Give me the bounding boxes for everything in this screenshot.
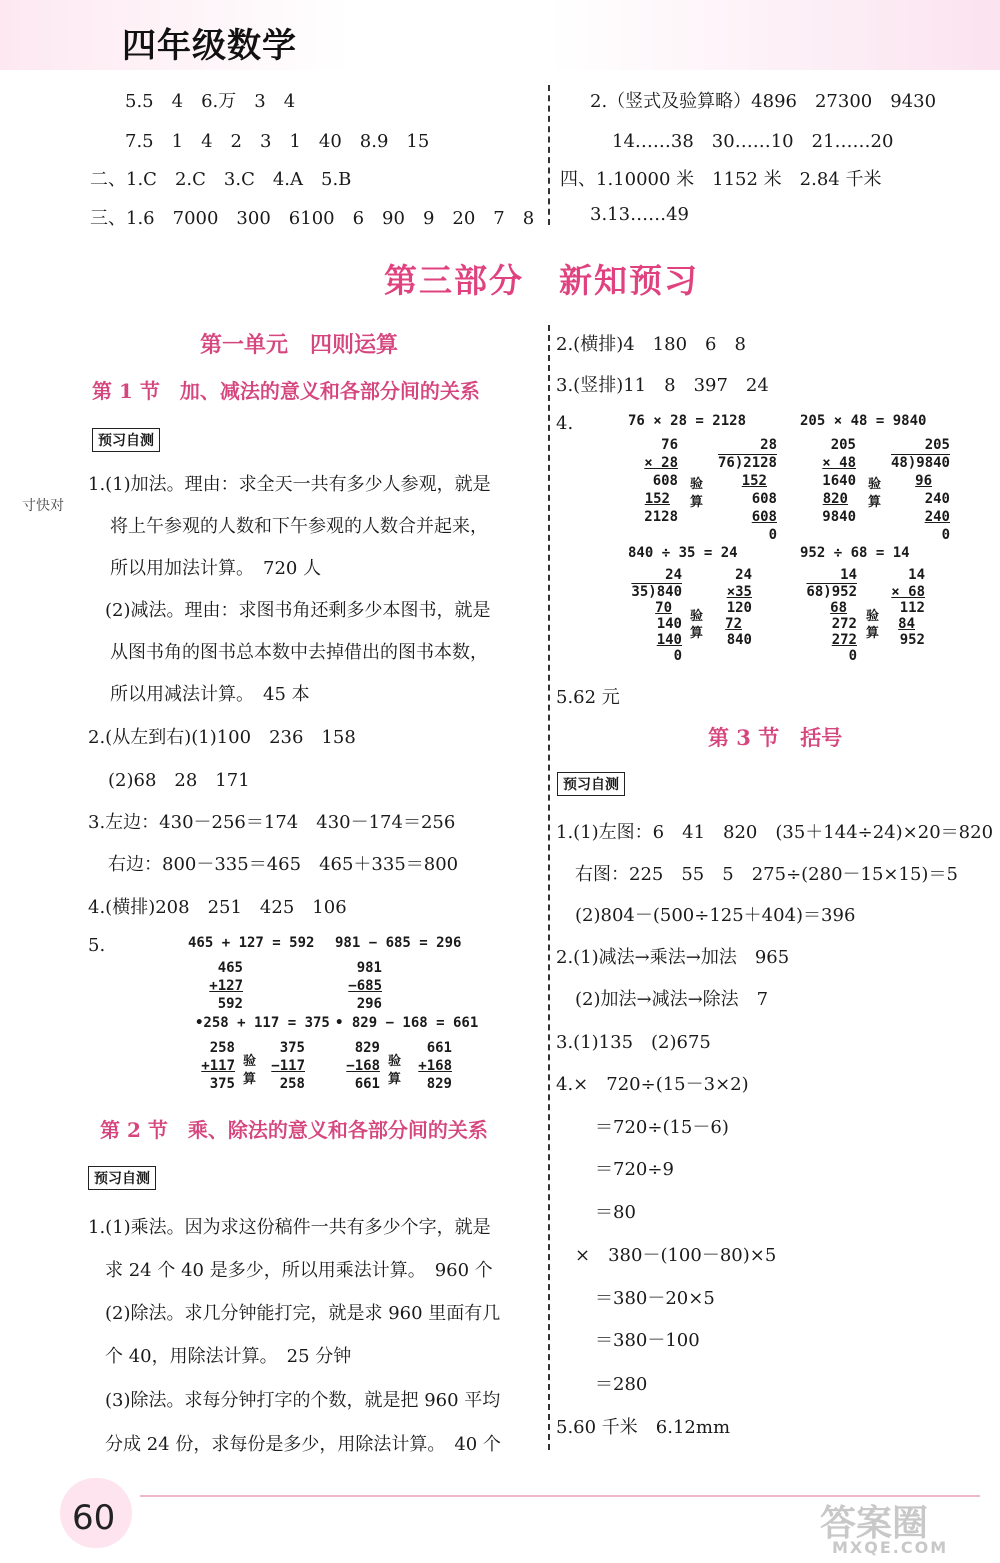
part-title: 第三部分 新知预习	[384, 261, 699, 300]
d4-q: 14	[840, 567, 857, 583]
left-line-10: 右边：800－335＝465 465＋335＝800	[108, 854, 459, 875]
d2-s2: 240	[924, 491, 950, 507]
d4-s1: 68	[830, 600, 847, 616]
check-3-result: 258	[279, 1076, 305, 1092]
right-line-15: 5.60 千米 6.12mm	[556, 1417, 731, 1438]
main-column-divider	[548, 325, 550, 1450]
rcheck-suan-3: 算	[690, 626, 704, 641]
rcalc-eq-2: 205 × 48 = 9840	[800, 413, 927, 429]
m3-p1: 120	[726, 600, 752, 616]
left-line-11: 4.(横排)208 251 425 106	[88, 897, 347, 918]
d4-s3: 272	[831, 632, 857, 648]
section-1-title: 第 1 节 加、减法的意义和各部分间的关系	[92, 379, 480, 403]
d2-div: 48)9840	[890, 455, 950, 471]
watermark-url: MXQE.COM	[832, 1538, 949, 1557]
d3-div: 35)840	[631, 584, 682, 600]
calc-3-result: 375	[209, 1076, 235, 1092]
self-test-tag-3: 预习自测	[557, 772, 625, 796]
calc-2-top: 981	[356, 960, 382, 976]
section-2-title: 第 2 节 乘、除法的意义和各部分间的关系	[100, 1118, 488, 1142]
m1-a: 76	[661, 437, 678, 453]
check-label-yan: 验	[243, 1054, 257, 1069]
rcheck-yan-2: 验	[868, 477, 882, 492]
left-line-12: 5.	[88, 935, 106, 956]
m2-p1: 1640	[822, 473, 856, 489]
check-label-suan-2: 算	[388, 1072, 402, 1087]
check-4-result: 829	[426, 1076, 452, 1092]
left-line-4: (2)减法。理由：求图书角还剩多少本图书，就是	[105, 600, 491, 621]
left-line-6: 所以用减法计算。 45 本	[110, 684, 310, 705]
top-left-line-2: 7.5 1 4 2 3 1 40 8.9 15	[125, 131, 430, 152]
right-line-2: 右图：225 55 5 275÷(280－15×15)＝5	[575, 864, 958, 885]
margin-note: 寸快对	[22, 498, 64, 514]
d1-div: 76)2128	[717, 455, 777, 471]
rcheck-suan-4: 算	[866, 626, 880, 641]
sec2-line-1: 1.(1)乘法。因为求这份稿件一共有多少个字，就是	[88, 1217, 491, 1238]
calc-1-op: +127	[209, 978, 243, 994]
m4-op: × 68	[891, 584, 925, 600]
top-left-line-1: 5.5 4 6.万 3 4	[125, 91, 296, 112]
page-header-title: 四年级数学	[122, 26, 297, 66]
right-line-3: (2)804－(500÷125＋404)＝396	[575, 905, 856, 926]
d2-s1: 96	[915, 473, 932, 489]
left-line-7: 2.(从左到右)(1)100 236 158	[88, 727, 356, 748]
right-line-1: 1.(1)左图：6 41 820 (35＋144÷24)×20＝820	[556, 822, 994, 843]
top-left-line-3: 二、1.C 2.C 3.C 4.A 5.B	[90, 169, 352, 190]
d2-s3: 240	[924, 509, 950, 525]
m1-p1: 608	[652, 473, 678, 489]
d4-div: 68)952	[806, 584, 857, 600]
top-right-line-4: 3.13……49	[590, 204, 689, 225]
d2-q: 205	[924, 437, 950, 453]
m4-p2: 84	[898, 616, 915, 632]
top-right-line-1: 2.（竖式及验算略）4896 27300 9430	[590, 91, 937, 112]
m4-result: 952	[899, 632, 925, 648]
d1-s3: 608	[751, 509, 777, 525]
m1-p2: 152	[644, 491, 670, 507]
calc-eq-4: • 829 − 168 = 661	[335, 1015, 479, 1031]
m1-op: × 28	[644, 455, 678, 471]
check-3-op: −117	[271, 1058, 305, 1074]
m2-op: × 48	[822, 455, 856, 471]
right-top-line-2: 3.(竖排)11 8 397 24	[556, 375, 769, 396]
calc-3-top: 258	[209, 1040, 235, 1056]
right-line-5: (2)加法→减法→除法 7	[575, 989, 769, 1010]
rcheck-suan-1: 算	[690, 495, 704, 510]
top-right-line-2: 14……38 30……10 21……20	[612, 131, 894, 152]
self-test-tag-1: 预习自测	[92, 428, 160, 452]
section-3-title: 第 3 节 括号	[708, 725, 843, 750]
top-right-line-3: 四、1.10000 米 1152 米 2.84 千米	[560, 169, 882, 190]
page-number: 60	[72, 1498, 116, 1538]
calc-1-top: 465	[217, 960, 243, 976]
m2-p2: 820	[822, 491, 848, 507]
m3-a: 24	[735, 567, 752, 583]
sec2-line-5: (3)除法。求每分钟打字的个数，就是把 960 平均	[105, 1390, 501, 1411]
calc-2-op: −685	[348, 978, 382, 994]
sec2-line-4: 个 40，用除法计算。 25 分钟	[105, 1346, 352, 1367]
check-4-top: 661	[426, 1040, 452, 1056]
rcheck-yan-3: 验	[690, 609, 704, 624]
left-line-1: 1.(1)加法。理由：求全天一共有多少人参观，就是	[88, 474, 491, 495]
d3-s3: 140	[656, 632, 682, 648]
m4-a: 14	[908, 567, 925, 583]
check-4-op: +168	[418, 1058, 452, 1074]
right-line-9: ＝720÷9	[595, 1159, 674, 1180]
d4-s2: 272	[831, 616, 857, 632]
left-line-5: 从图书角的图书总本数中去掉借出的图书本数，	[110, 642, 488, 663]
calc-4-op: −168	[346, 1058, 380, 1074]
d4-rem: 0	[848, 648, 857, 664]
d3-rem: 0	[673, 648, 682, 664]
d1-q: 28	[760, 437, 777, 453]
top-column-divider	[548, 85, 550, 225]
right-line-8: ＝720÷(15－6)	[595, 1117, 729, 1138]
top-left-line-4: 三、1.6 7000 300 6100 6 90 9 20 7 8	[90, 208, 535, 229]
left-line-2: 将上午参观的人数和下午参观的人数合并起来，	[110, 516, 488, 537]
rcheck-yan-4: 验	[866, 609, 880, 624]
d3-s2: 140	[656, 616, 682, 632]
rcalc-eq-1: 76 × 28 = 2128	[628, 413, 747, 429]
d1-s1: 152	[741, 473, 767, 489]
right-line-4: 2.(1)减法→乘法→加法 965	[556, 947, 790, 968]
d1-rem: 0	[768, 527, 777, 543]
right-line-12: ＝380－20×5	[595, 1288, 715, 1309]
watermark-logo: 答案圈	[820, 1503, 929, 1544]
calc-2-result: 296	[356, 996, 382, 1012]
right-q5: 5.62 元	[556, 687, 620, 708]
self-test-tag-2: 预习自测	[88, 1166, 156, 1190]
unit-title: 第一单元 四则运算	[200, 332, 399, 358]
right-line-7: 4.× 720÷(15－3×2)	[556, 1074, 749, 1095]
calc-4-top: 829	[354, 1040, 380, 1056]
calc-3-op: +117	[201, 1058, 235, 1074]
check-3-top: 375	[279, 1040, 305, 1056]
d2-rem: 0	[941, 527, 950, 543]
m3-result: 840	[726, 632, 752, 648]
m1-result: 2128	[644, 509, 678, 525]
calc-4-result: 661	[354, 1076, 380, 1092]
right-top-line-3: 4.	[556, 413, 574, 434]
m2-result: 9840	[822, 509, 856, 525]
right-line-6: 3.(1)135 (2)675	[556, 1032, 711, 1053]
calc-eq-2: 981 − 685 = 296	[335, 935, 462, 951]
left-line-3: 所以用加法计算。 720 人	[110, 558, 322, 579]
right-line-10: ＝80	[595, 1202, 636, 1223]
rcalc-eq-4: 952 ÷ 68 = 14	[800, 545, 910, 561]
right-line-11: × 380－(100－80)×5	[575, 1245, 777, 1266]
sec2-line-2: 求 24 个 40 是多少，所以用乘法计算。 960 个	[105, 1260, 493, 1281]
d3-q: 24	[665, 567, 682, 583]
left-line-8: (2)68 28 171	[108, 770, 250, 791]
calc-1-result: 592	[217, 996, 243, 1012]
right-line-14: ＝280	[595, 1374, 648, 1395]
d3-s1: 70	[655, 600, 672, 616]
rcheck-suan-2: 算	[868, 495, 882, 510]
m2-a: 205	[830, 437, 856, 453]
calc-eq-3: •258 + 117 = 375	[195, 1015, 330, 1031]
right-line-13: ＝380－100	[595, 1330, 700, 1351]
check-label-yan-2: 验	[388, 1054, 402, 1069]
sec2-line-3: (2)除法。求几分钟能打完，就是求 960 里面有几	[105, 1303, 501, 1324]
right-top-line-1: 2.(横排)4 180 6 8	[556, 334, 746, 355]
check-label-suan: 算	[243, 1072, 257, 1087]
rcalc-eq-3: 840 ÷ 35 = 24	[628, 545, 738, 561]
m3-op: ×35	[726, 584, 752, 600]
m3-p2: 72	[725, 616, 742, 632]
rcheck-yan-1: 验	[690, 477, 704, 492]
left-line-9: 3.左边：430－256＝174 430－174＝256	[88, 812, 456, 833]
m4-p1: 112	[899, 600, 925, 616]
calc-eq-1: 465 + 127 = 592	[188, 935, 315, 951]
d1-s2: 608	[751, 491, 777, 507]
sec2-line-6: 分成 24 份，求每份是多少，用除法计算。 40 个	[105, 1434, 501, 1455]
